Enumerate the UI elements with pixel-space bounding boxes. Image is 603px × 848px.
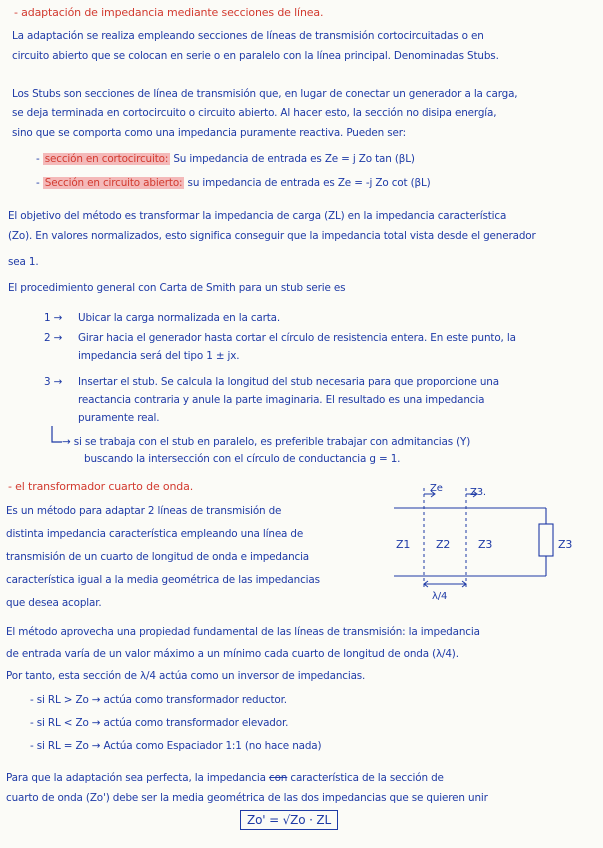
- highlighted-term: sección en cortocircuito:: [44, 153, 169, 165]
- ze-label: Ze: [430, 483, 443, 494]
- bullet: -: [36, 153, 40, 165]
- step-text: puramente real.: [78, 412, 160, 424]
- paragraph-line: Por tanto, esta sección de λ/4 actúa como un inversor de impedancias.: [6, 670, 366, 682]
- case-item: - si RL > Zo → actúa como transformador reductor.: [30, 694, 287, 706]
- bullet: -: [36, 177, 40, 189]
- step-number: 1 →: [44, 312, 63, 324]
- step-text: impedancia será del tipo 1 ± jx.: [78, 350, 240, 362]
- text-run: Para que la adaptación sea perfecta, la impedancia: [6, 772, 270, 784]
- note-text: buscando la intersección con el círculo de conductancia g = 1.: [84, 453, 401, 465]
- paragraph-line: característica igual a la media geométrica de las impedancias: [6, 574, 320, 586]
- load-label: Z3: [558, 538, 573, 551]
- z3-top-label: Z3.: [470, 487, 486, 498]
- z3-label: Z3: [478, 538, 493, 551]
- paragraph-line: El procedimiento general con Carta de Smith para un stub serie es: [8, 282, 346, 294]
- step-text: Insertar el stub. Se calcula la longitud del stub necesaria para que proporcione una: [78, 376, 499, 388]
- list-item: [36, 153, 415, 166]
- case-item: - si RL < Zo → actúa como transformador elevador.: [30, 717, 289, 729]
- paragraph-line: que desea acoplar.: [6, 597, 102, 609]
- item-text: su impedancia de entrada es Ze = -j Zo cot (βL): [184, 177, 431, 189]
- paragraph-line: sino que se comporta como una impedancia puramente reactiva. Pueden ser:: [12, 127, 407, 139]
- paragraph-line: distinta impedancia característica empleando una línea de: [6, 528, 304, 540]
- paragraph-line: La adaptación se realiza empleando secciones de líneas de transmisión cortocircuitadas o en: [12, 30, 484, 42]
- step-text: Girar hacia el generador hasta cortar el círculo de resistencia entera. En este punto, la: [78, 332, 516, 344]
- case-item: - si RL = Zo → Actúa como Espaciador 1:1 (no hace nada): [30, 740, 322, 752]
- formula-box: [240, 814, 338, 828]
- paragraph-line: Es un método para adaptar 2 líneas de transmisión de: [6, 505, 282, 517]
- step-number: 3 →: [44, 376, 63, 388]
- formula: Zo' = √Zo · ZL: [240, 810, 338, 830]
- step-text: Ubicar la carga normalizada en la carta.: [78, 312, 281, 324]
- paragraph-line: se deja terminada en cortocircuito o circuito abierto. Al hacer esto, la sección no disipa energía,: [12, 107, 497, 119]
- paragraph-line: El objetivo del método es transformar la impedancia de carga (ZL) en la impedancia característica: [8, 210, 507, 222]
- section-title: - el transformador cuarto de onda.: [8, 480, 194, 493]
- paragraph-line: sea 1.: [8, 256, 39, 268]
- step-text: reactancia contraria y anule la parte imaginaria. El resultado es una impedancia: [78, 394, 485, 406]
- quarter-wave-label: λ/4: [432, 591, 448, 602]
- highlighted-term: Sección en circuito abierto:: [44, 177, 183, 189]
- paragraph-line: transmisión de un cuarto de longitud de onda e impedancia: [6, 551, 310, 563]
- list-item: [36, 177, 431, 190]
- z2-label: Z2: [436, 538, 451, 551]
- paragraph-line: El método aprovecha una propiedad fundamental de las líneas de transmisión: la impedancia: [6, 626, 480, 638]
- text-run: característica de la sección de: [287, 772, 444, 784]
- item-text: Su impedancia de entrada es Ze = j Zo tan (βL): [170, 153, 415, 165]
- section-title: - adaptación de impedancia mediante secciones de línea.: [14, 6, 324, 19]
- paragraph-line: Los Stubs son secciones de línea de transmisión que, en lugar de conectar un generador a la carga,: [12, 88, 518, 100]
- step-number: 2 →: [44, 332, 63, 344]
- struck-word: con: [269, 772, 288, 784]
- paragraph-line: cuarto de onda (Zo') debe ser la media geométrica de las dos impedancias que se quieren unir: [6, 792, 488, 804]
- z1-label: Z1: [396, 538, 411, 551]
- paragraph-line: (Zo). En valores normalizados, esto significa conseguir que la impedancia total vista desde el generador: [8, 230, 536, 242]
- paragraph-line: circuito abierto que se colocan en serie o en paralelo con la línea principal. Denominadas Stubs.: [12, 50, 499, 62]
- paragraph-line: de entrada varía de un valor máximo a un mínimo cada cuarto de longitud de onda (λ/4).: [6, 648, 459, 660]
- paragraph-line: [6, 772, 444, 785]
- note-text: → si se trabaja con el stub en paralelo, es preferible trabajar con admitancias (Y): [62, 436, 471, 448]
